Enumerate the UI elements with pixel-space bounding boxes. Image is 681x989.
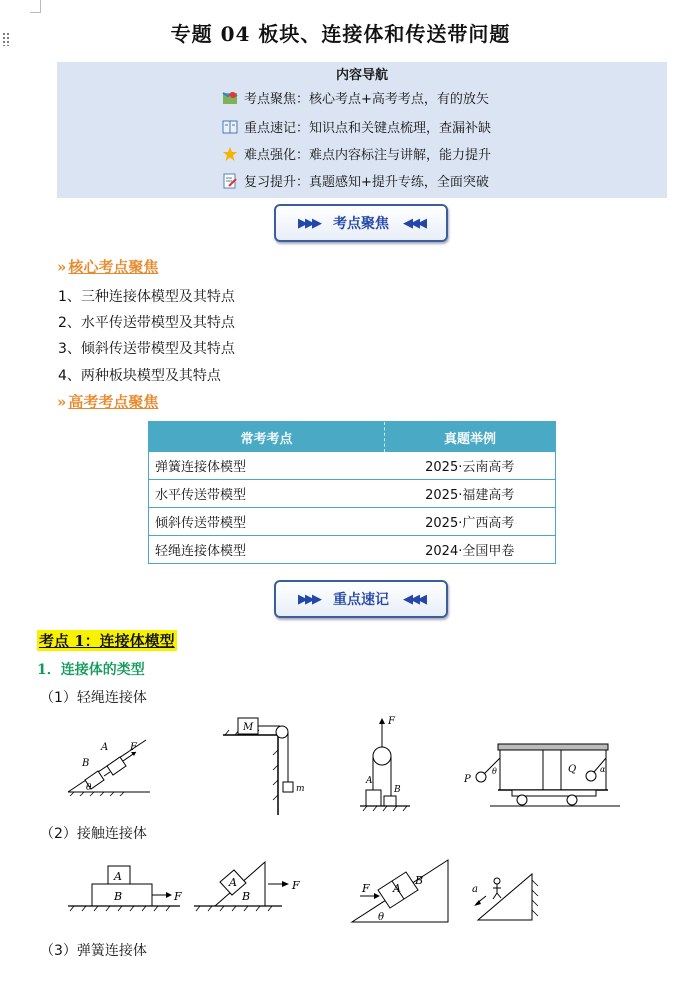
label-b: B (415, 874, 424, 887)
table-cell: 2024·全国甲卷 (385, 536, 556, 564)
type-label-spring: （3）弹簧连接体 (40, 943, 147, 959)
triple-arrow-right-icon: ▶▶▶ (298, 215, 319, 231)
page-corner-mark (30, 0, 41, 13)
table-row (149, 508, 556, 536)
pulley-table-figure (223, 718, 305, 815)
core-heading (57, 256, 158, 277)
contact-connection-figures (60, 852, 580, 932)
pencil-note-icon (222, 173, 238, 189)
column-header: 常考考点 (149, 422, 385, 453)
nav-row-text: 难点强化：难点内容标注与讲解，能力提升 (244, 148, 492, 163)
badge-notes (274, 580, 448, 618)
type-label-contact: （2）接触连接体 (40, 826, 147, 842)
gaokao-heading (57, 391, 158, 412)
nav-row-text: 重点速记：知识点和关键点梳理，查漏补缺 (244, 121, 492, 136)
nav-row-notes (222, 117, 491, 136)
triple-arrow-right-icon: ▶▶▶ (298, 591, 319, 607)
badge-notes-label: 重点速记 (333, 592, 389, 608)
document-title: 专题 04 板块、连接体和传送带问题 (170, 22, 511, 46)
book-icon (222, 119, 238, 135)
stacked-blocks-figure (68, 866, 182, 911)
table-row (149, 452, 556, 480)
map-icon (222, 90, 238, 106)
label-p: P (464, 774, 471, 785)
section1-heading: 考点 1：连接体模型 (39, 632, 175, 650)
badge-focus-label: 考点聚焦 (333, 216, 389, 232)
table-cell: 弹簧连接体模型 (149, 452, 385, 480)
double-chevron-icon: » (57, 393, 67, 411)
label-f: F (388, 716, 395, 727)
label-m-small: m (296, 784, 305, 794)
triple-arrow-left-icon: ◀◀◀ (403, 591, 424, 607)
list-item: 2、水平传送带模型及其特点 (58, 315, 235, 331)
label-a: A (229, 876, 237, 889)
gaokao-table (148, 421, 556, 564)
label-f: F (130, 742, 137, 753)
nav-row-focus (222, 88, 489, 107)
label-a: A (114, 870, 122, 883)
table-cell: 2025·福建高考 (385, 480, 556, 508)
label-f: F (174, 890, 182, 903)
label-theta: θ (378, 912, 385, 923)
section1-subheading: 1．连接体的类型 (37, 662, 145, 678)
pulley-blocks-figure (360, 716, 410, 811)
label-b: B (114, 890, 123, 903)
triple-arrow-left-icon: ◀◀◀ (403, 215, 424, 231)
wedge-block-figure (194, 862, 300, 911)
table-row (149, 480, 556, 508)
incline-blocks-figure (352, 860, 448, 923)
nav-row-review (222, 171, 489, 190)
label-theta: θ (492, 767, 497, 776)
table-cell: 水平传送带模型 (149, 480, 385, 508)
content-navigation-box (57, 62, 667, 198)
table-cell: 2025·广西高考 (385, 508, 556, 536)
label-a: A (393, 882, 401, 895)
label-b: B (82, 758, 90, 769)
star-icon (222, 146, 238, 162)
label-theta: θ (86, 783, 92, 793)
table-row (149, 536, 556, 564)
label-b: B (394, 785, 401, 795)
label-q: Q (568, 764, 577, 775)
table-cell: 轻绳连接体模型 (149, 536, 385, 564)
person-incline-figure (472, 874, 538, 920)
cart-pendulum-figure (463, 744, 620, 806)
label-m-big: M (243, 722, 254, 733)
nav-heading: 内容导航 (335, 68, 388, 83)
table-cell: 倾斜传送带模型 (149, 508, 385, 536)
nav-row-hard (222, 144, 491, 163)
label-a: A (101, 742, 109, 753)
label-a-small: a (472, 884, 478, 895)
label-f: F (362, 882, 370, 895)
label-alpha: α (600, 765, 606, 774)
table-cell: 2025·云南高考 (385, 452, 556, 480)
nav-row-text: 复习提升：真题感知+提升专练，全面突破 (244, 175, 489, 190)
nav-row-text: 考点聚焦：核心考点+高考考点，有的放矢 (244, 92, 489, 107)
badge-focus (274, 204, 448, 242)
table-header-row (149, 422, 556, 453)
list-item: 1、三种连接体模型及其特点 (58, 289, 235, 305)
type-label-rope: （1）轻绳连接体 (40, 690, 147, 706)
list-item: 4、两种板块模型及其特点 (58, 368, 221, 384)
label-b: B (242, 890, 251, 903)
column-header: 真题举例 (385, 422, 556, 453)
label-a: A (366, 776, 373, 786)
list-item: 3、倾斜传送带模型及其特点 (58, 341, 235, 357)
core-heading-text: 核心考点聚焦 (68, 258, 159, 276)
rope-connection-figures (60, 710, 640, 820)
gaokao-heading-text: 高考考点聚焦 (68, 393, 159, 411)
incline-figure (68, 740, 150, 796)
label-f: F (292, 879, 300, 892)
double-chevron-icon: » (57, 258, 67, 276)
